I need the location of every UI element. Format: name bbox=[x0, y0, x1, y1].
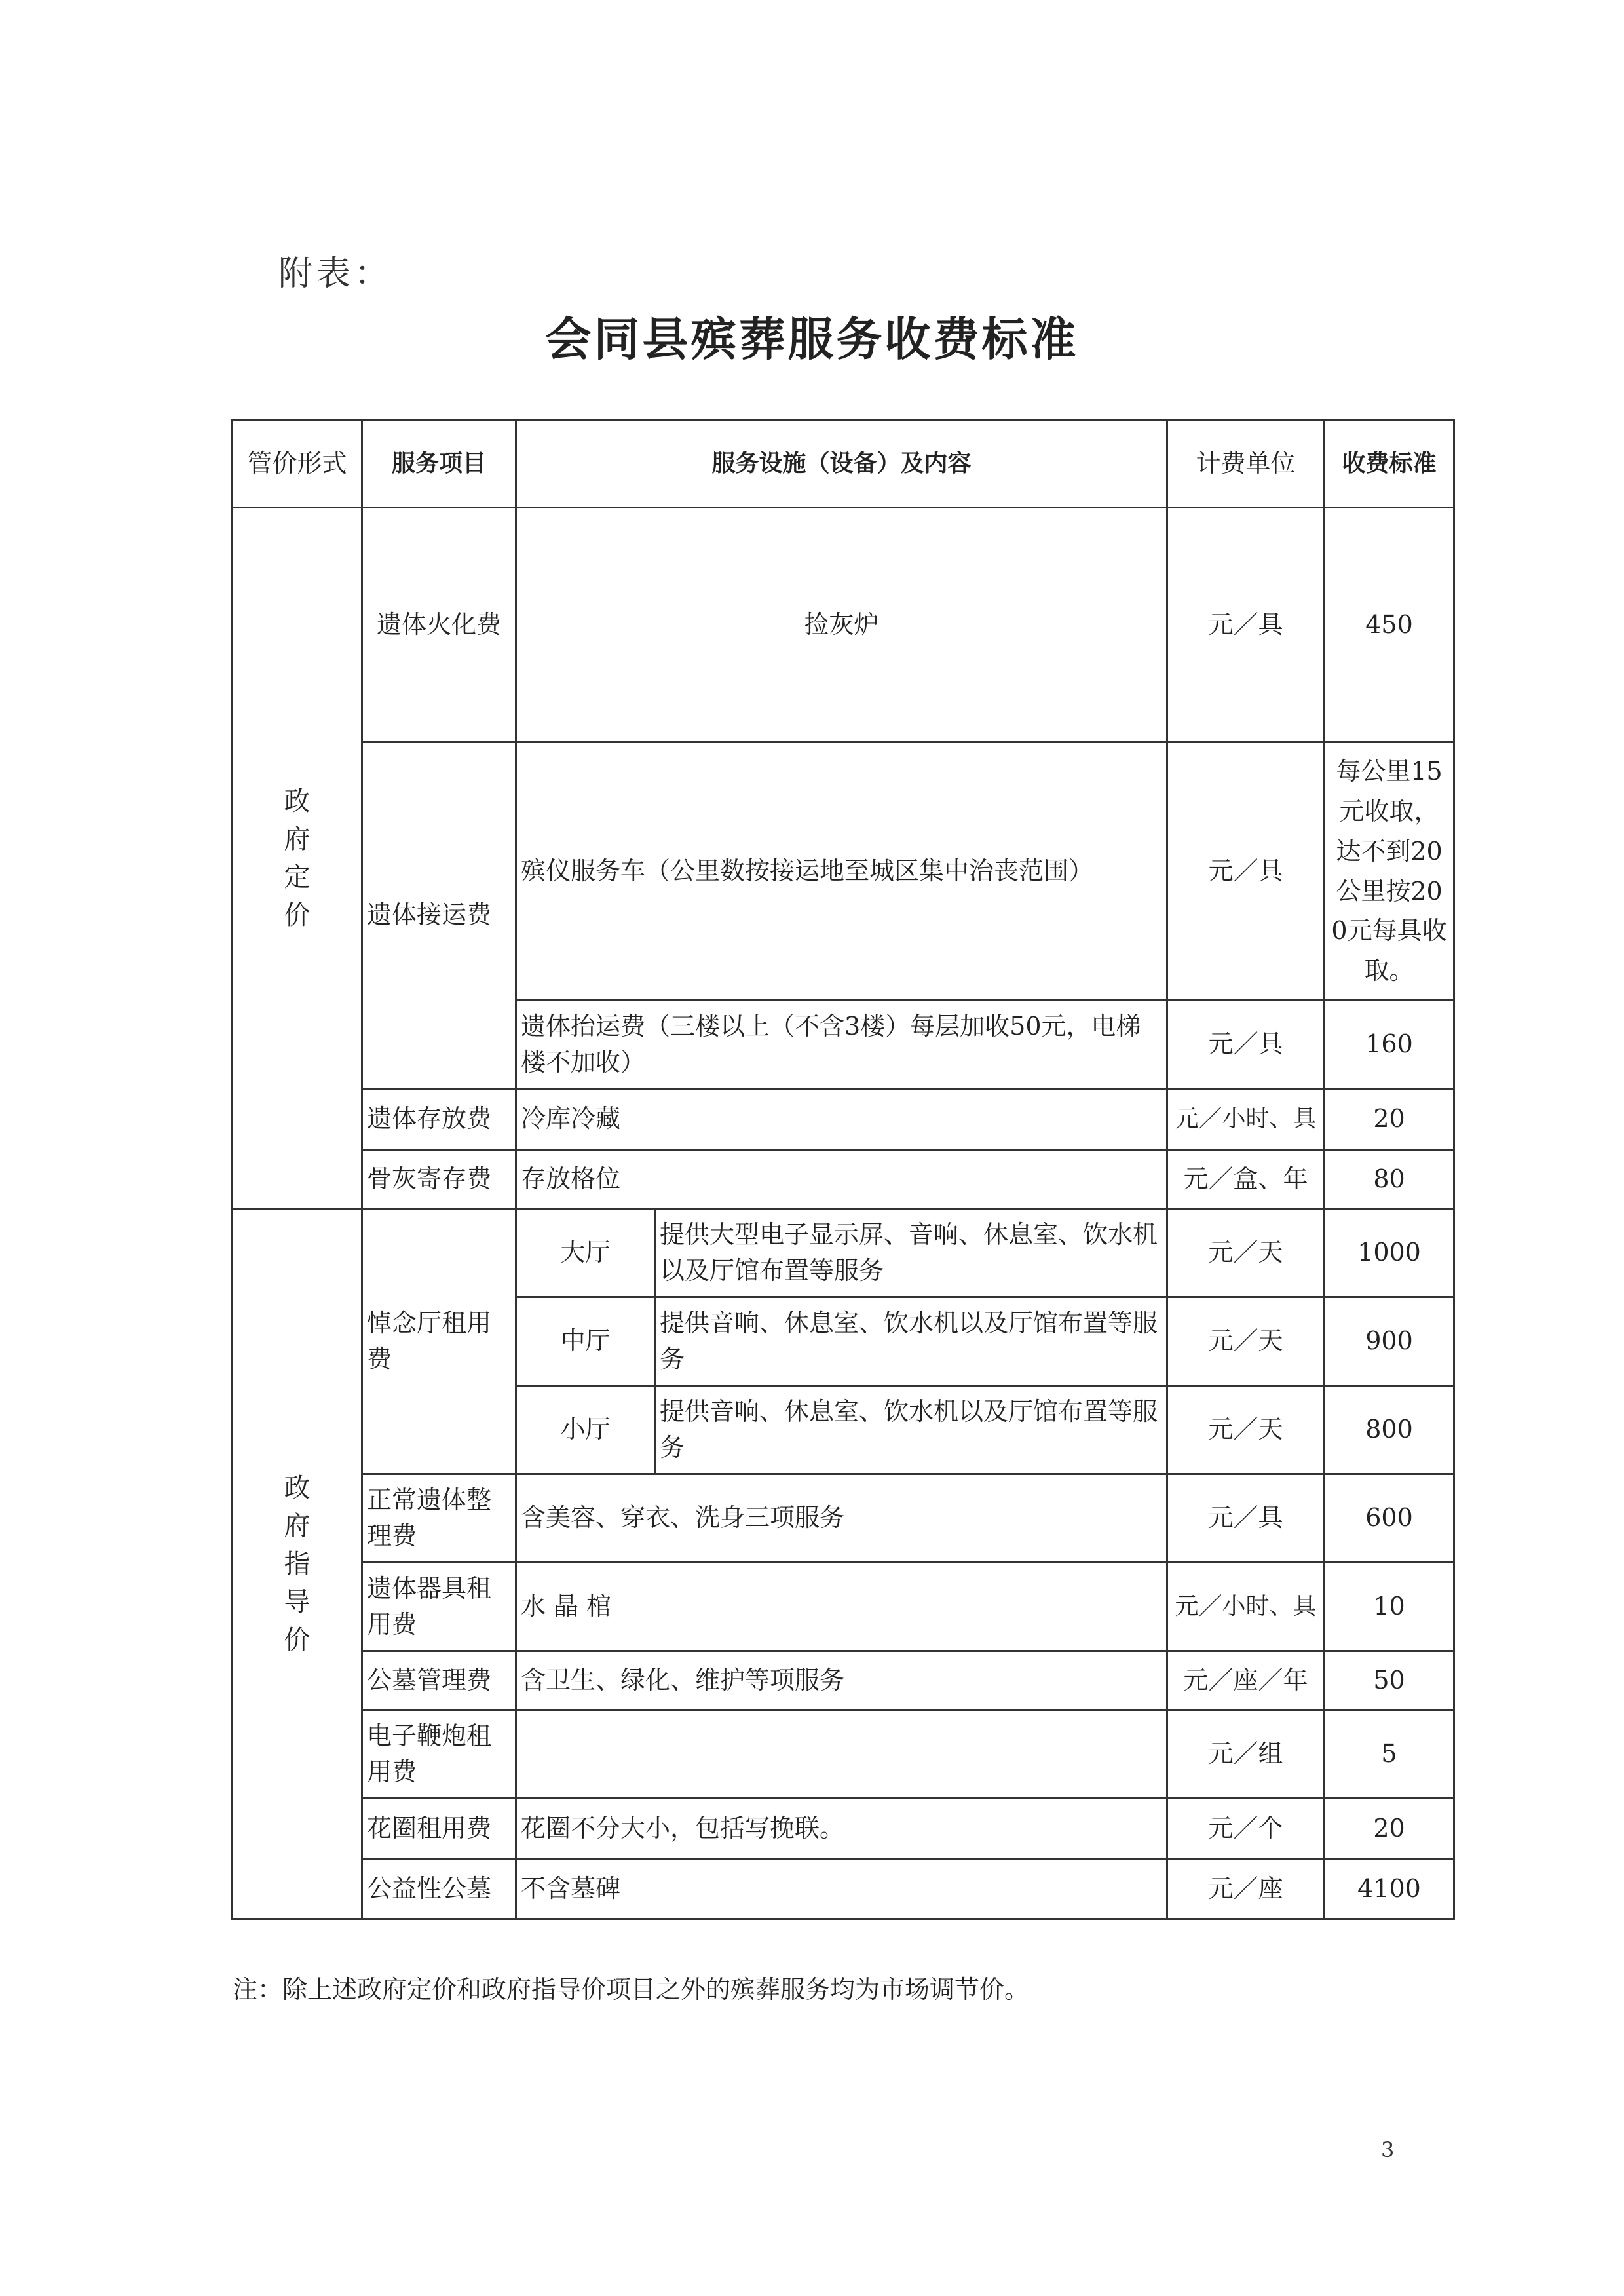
price-cell: 50 bbox=[1325, 1651, 1454, 1710]
table-header-row bbox=[233, 421, 1454, 508]
content-cell bbox=[516, 1710, 1167, 1799]
content-cell: 不含墓碑 bbox=[516, 1859, 1167, 1919]
price-cell: 每公里15元收取，达不到20公里按200元每具收取。 bbox=[1325, 742, 1454, 1001]
unit-cell: 元／小时、具 bbox=[1167, 1089, 1325, 1150]
item-cell: 遗体火化费 bbox=[362, 508, 516, 742]
hall-size-cell: 中厅 bbox=[516, 1297, 655, 1386]
content-cell: 殡仪服务车（公里数按接运地至城区集中治丧范围） bbox=[516, 742, 1167, 1001]
content-cell: 水 晶 棺 bbox=[516, 1563, 1167, 1651]
price-cell: 5 bbox=[1325, 1710, 1454, 1799]
item-cell: 花圈租用费 bbox=[362, 1799, 516, 1859]
table-row bbox=[233, 1209, 1454, 1297]
table-row bbox=[233, 1710, 1454, 1799]
content-cell: 花圈不分大小，包括写挽联。 bbox=[516, 1799, 1167, 1859]
unit-cell: 元／具 bbox=[1167, 508, 1325, 742]
unit-cell: 元／组 bbox=[1167, 1710, 1325, 1799]
table-row bbox=[233, 1859, 1454, 1919]
unit-cell: 元／具 bbox=[1167, 1001, 1325, 1089]
price-cell: 900 bbox=[1325, 1297, 1454, 1386]
item-cell: 电子鞭炮租用费 bbox=[362, 1710, 516, 1799]
item-cell: 遗体器具租用费 bbox=[362, 1563, 516, 1651]
content-cell: 冷库冷藏 bbox=[516, 1089, 1167, 1150]
unit-cell: 元／座／年 bbox=[1167, 1651, 1325, 1710]
header-pricing-form: 管价形式 bbox=[233, 421, 362, 508]
price-cell: 20 bbox=[1325, 1089, 1454, 1150]
category-government-set: 政府定价 bbox=[233, 508, 362, 1209]
unit-cell: 元／个 bbox=[1167, 1799, 1325, 1859]
hall-size-cell: 小厅 bbox=[516, 1386, 655, 1474]
fee-standard-table bbox=[231, 419, 1455, 1920]
item-cell: 公益性公墓 bbox=[362, 1859, 516, 1919]
content-cell: 含卫生、绿化、维护等项服务 bbox=[516, 1651, 1167, 1710]
item-cell: 遗体接运费 bbox=[362, 742, 516, 1089]
content-cell: 捡灰炉 bbox=[516, 508, 1167, 742]
category-government-guided: 政府指导价 bbox=[233, 1209, 362, 1919]
item-cell: 公墓管理费 bbox=[362, 1651, 516, 1710]
unit-cell: 元／天 bbox=[1167, 1209, 1325, 1297]
price-cell: 160 bbox=[1325, 1001, 1454, 1089]
content-cell: 提供音响、休息室、饮水机以及厅馆布置等服务 bbox=[655, 1297, 1167, 1386]
table-row bbox=[233, 1563, 1454, 1651]
header-price: 收费标准 bbox=[1325, 421, 1454, 508]
price-cell: 1000 bbox=[1325, 1209, 1454, 1297]
header-unit: 计费单位 bbox=[1167, 421, 1325, 508]
table-row bbox=[233, 508, 1454, 742]
content-cell: 含美容、穿衣、洗身三项服务 bbox=[516, 1474, 1167, 1563]
unit-cell: 元／具 bbox=[1167, 742, 1325, 1001]
hall-size-cell: 大厅 bbox=[516, 1209, 655, 1297]
item-cell: 正常遗体整理费 bbox=[362, 1474, 516, 1563]
price-cell: 800 bbox=[1325, 1386, 1454, 1474]
table-row bbox=[233, 742, 1454, 1001]
price-cell: 600 bbox=[1325, 1474, 1454, 1563]
table-row bbox=[233, 1651, 1454, 1710]
header-service-item: 服务项目 bbox=[362, 421, 516, 508]
content-cell: 提供音响、休息室、饮水机以及厅馆布置等服务 bbox=[655, 1386, 1167, 1474]
price-cell: 80 bbox=[1325, 1150, 1454, 1209]
price-cell: 450 bbox=[1325, 508, 1454, 742]
footnote: 注：除上述政府定价和政府指导价项目之外的殡葬服务均为市场调节价。 bbox=[233, 1975, 1030, 2004]
unit-cell: 元／天 bbox=[1167, 1386, 1325, 1474]
unit-cell: 元／座 bbox=[1167, 1859, 1325, 1919]
table-row bbox=[233, 1799, 1454, 1859]
content-cell: 遗体抬运费（三楼以上（不含3楼）每层加收50元，电梯楼不加收） bbox=[516, 1001, 1167, 1089]
table-row bbox=[233, 1150, 1454, 1209]
price-cell: 10 bbox=[1325, 1563, 1454, 1651]
item-cell: 骨灰寄存费 bbox=[362, 1150, 516, 1209]
unit-cell: 元／盒、年 bbox=[1167, 1150, 1325, 1209]
page-number: 3 bbox=[1381, 2137, 1395, 2162]
document-title: 会同县殡葬服务收费标准 bbox=[545, 313, 1079, 366]
unit-cell: 元／小时、具 bbox=[1167, 1563, 1325, 1651]
price-cell: 4100 bbox=[1325, 1859, 1454, 1919]
content-cell: 存放格位 bbox=[516, 1150, 1167, 1209]
attachment-label: 附表： bbox=[278, 254, 393, 294]
unit-cell: 元／具 bbox=[1167, 1474, 1325, 1563]
header-service-content: 服务设施（设备）及内容 bbox=[516, 421, 1167, 508]
table-row bbox=[233, 1474, 1454, 1563]
price-cell: 20 bbox=[1325, 1799, 1454, 1859]
item-cell: 遗体存放费 bbox=[362, 1089, 516, 1150]
unit-cell: 元／天 bbox=[1167, 1297, 1325, 1386]
item-cell: 悼念厅租用费 bbox=[362, 1209, 516, 1474]
table-row bbox=[233, 1089, 1454, 1150]
content-cell: 提供大型电子显示屏、音响、休息室、饮水机以及厅馆布置等服务 bbox=[655, 1209, 1167, 1297]
